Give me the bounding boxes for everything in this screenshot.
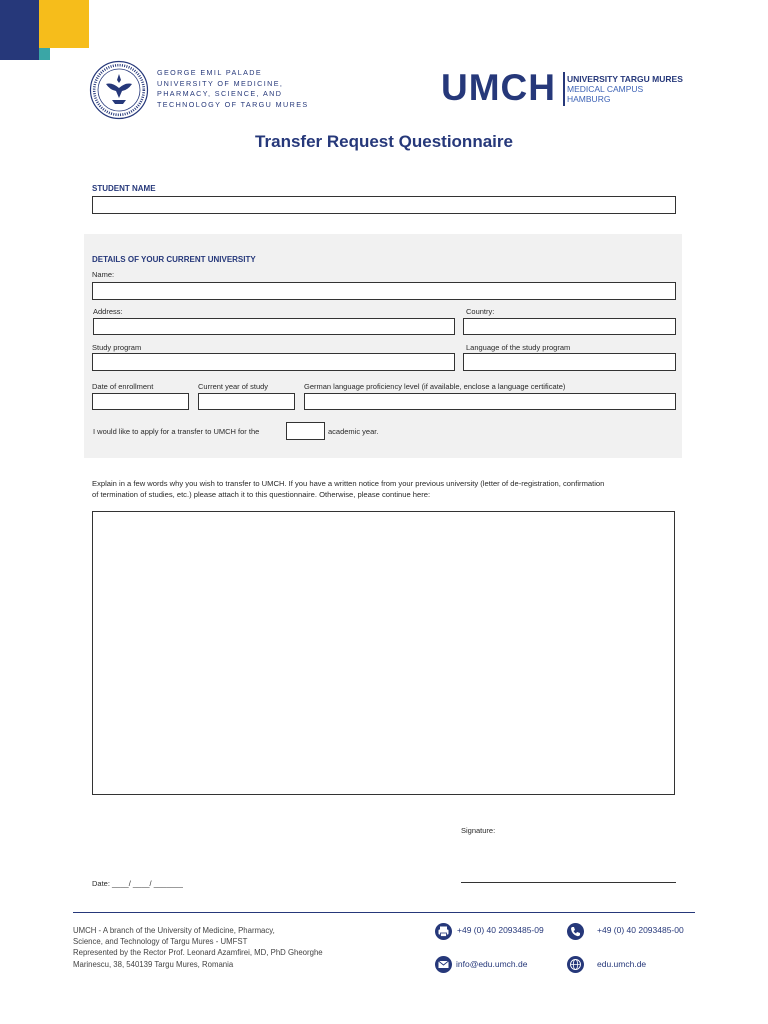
- printer-icon: [435, 923, 452, 940]
- study-program-label: Study program: [92, 343, 142, 352]
- university-name-line: GEORGE EMIL PALADE: [157, 68, 263, 77]
- umch-logo-subtitle: [567, 74, 683, 104]
- logo-sub-line: UNIVERSITY TARGU MURES: [567, 74, 683, 84]
- country-label: Country:: [466, 307, 495, 316]
- apply-text-before: I would like to apply for a transfer to UMCH for the: [93, 427, 260, 436]
- explanation-textarea[interactable]: [92, 511, 675, 795]
- current-university-panel: [84, 234, 682, 458]
- enrollment-label: Date of enrollment: [92, 382, 154, 391]
- german-level-field[interactable]: [304, 393, 676, 410]
- footer-divider: [73, 912, 695, 913]
- corner-decoration-teal: [39, 48, 50, 60]
- website-link[interactable]: edu.umch.de: [597, 959, 647, 969]
- umch-logo: UMCH: [441, 67, 556, 108]
- language-label: Language of the study program: [466, 343, 571, 352]
- phone-icon: [567, 923, 584, 940]
- footer-address-line: Science, and Technology of Targu Mures - UMFST: [73, 937, 248, 947]
- details-heading: DETAILS OF YOUR CURRENT UNIVERSITY: [92, 255, 256, 264]
- university-name-line: PHARMACY, SCIENCE, AND: [157, 89, 283, 99]
- german-level-label: German language proficiency level (if available, enclose a language certificate): [304, 382, 566, 391]
- logo-sub-line: HAMBURG: [567, 94, 611, 104]
- current-year-field[interactable]: [198, 393, 295, 410]
- country-field[interactable]: [463, 318, 676, 335]
- date-label[interactable]: Date: ____/ ____/ _______: [92, 879, 183, 888]
- apply-text-after: academic year.: [328, 427, 379, 436]
- corner-decoration-yellow: [39, 0, 89, 48]
- language-field[interactable]: [463, 353, 676, 371]
- university-name: [157, 68, 309, 110]
- name-label: Name:: [92, 270, 115, 279]
- logo-divider: [563, 72, 565, 106]
- address-label: Address:: [93, 307, 123, 316]
- phone-number[interactable]: +49 (0) 40 2093485-00: [597, 925, 684, 935]
- current-year-label: Current year of study: [198, 382, 269, 391]
- university-name-line: TECHNOLOGY OF TARGU MURES: [157, 99, 309, 109]
- student-name-field[interactable]: [92, 196, 676, 214]
- signature-label: Signature:: [461, 826, 496, 835]
- mail-icon: [435, 956, 452, 973]
- student-name-label: STUDENT NAME: [92, 184, 156, 193]
- email-link[interactable]: info@edu.umch.de: [456, 959, 528, 969]
- fax-number[interactable]: +49 (0) 40 2093485-09: [457, 925, 544, 935]
- enrollment-date-field[interactable]: [92, 393, 189, 410]
- footer-address-line: Marinescu, 38, 540139 Targu Mures, Romania: [73, 959, 234, 969]
- study-program-field[interactable]: [92, 353, 455, 371]
- footer-address-line: UMCH - A branch of the University of Medicine, Pharmacy,: [73, 926, 275, 935]
- university-seal-icon: [88, 60, 150, 120]
- explanation-line: Explain in a few words why you wish to transfer to UMCH. If you have a written notice from your previous university (letter of de-registration, confirmation: [92, 479, 605, 488]
- globe-icon: [567, 956, 584, 973]
- page-title: Transfer Request Questionnaire: [255, 132, 513, 151]
- signature-line[interactable]: [461, 882, 676, 883]
- university-name-line: UNIVERSITY OF MEDICINE,: [157, 78, 284, 88]
- corner-decoration-navy: [0, 0, 39, 60]
- footer-address-line: Represented by the Rector Prof. Leonard Azamfirei, MD, PhD Gheorghe: [73, 948, 323, 958]
- explanation-line: of termination of studies, etc.) please attach it to this questionnaire. Otherwise, please continue here:: [92, 490, 431, 499]
- address-field[interactable]: [93, 318, 455, 335]
- university-name-field[interactable]: [92, 282, 676, 300]
- logo-sub-line: MEDICAL CAMPUS: [567, 84, 644, 94]
- explanation-instructions: [92, 478, 682, 500]
- footer-address: [73, 925, 323, 970]
- academic-year-field[interactable]: [286, 422, 325, 440]
